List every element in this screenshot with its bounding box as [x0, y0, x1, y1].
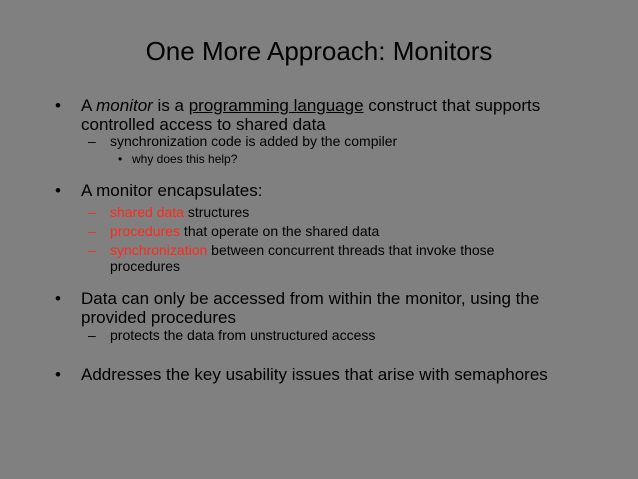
slide-title: One More Approach: Monitors: [145, 36, 493, 66]
dash-marker: –: [88, 327, 96, 343]
programming-language-link[interactable]: programming language: [188, 96, 364, 115]
bullet-2-text: A monitor encapsulates:: [81, 181, 263, 200]
bullet-2-sub-3-text: [110, 242, 560, 274]
bullet-1-mid: is a: [152, 96, 189, 115]
bullet-marker: •: [55, 181, 61, 200]
bullet-1-pre: A: [81, 96, 97, 115]
bullet-2-sub-1-text: [110, 204, 570, 220]
dash-marker: –: [88, 204, 96, 220]
dash-marker: –: [88, 133, 96, 149]
bullet-2-sub-3-rest: between concurrent threads that invoke those procedures: [110, 242, 495, 274]
bullet-3-text: Data can only be accessed from within the monitor, using the provided procedures: [81, 289, 540, 327]
bullet-2: [55, 181, 615, 201]
bullet-4: [55, 365, 625, 385]
bullet-2-sub-1-rest: structures: [183, 204, 250, 220]
bullet-1: [55, 96, 615, 136]
dash-marker: –: [88, 242, 96, 258]
procedures-term: procedures: [110, 223, 181, 239]
bullet-2-sub-2-text: [110, 223, 570, 239]
bullet-1-sub-1-text: synchronization code is added by the compiler: [110, 133, 398, 149]
bullet-3: [55, 289, 615, 329]
bullet-3-sub-1-text: protects the data from unstructured access: [110, 327, 376, 343]
bullet-marker: •: [118, 152, 123, 166]
bullet-1-subsub-1-text: why does this help?: [132, 152, 238, 166]
shared-data-term: shared data: [110, 204, 184, 220]
bullet-marker: •: [55, 289, 61, 308]
bullet-1-text: [81, 96, 581, 134]
bullet-4-text: Addresses the key usability issues that arise with semaphores: [81, 365, 548, 384]
bullet-marker: •: [55, 365, 61, 384]
synchronization-term: synchronization: [110, 242, 208, 258]
monitor-term: monitor: [96, 96, 153, 115]
bullet-marker: •: [55, 96, 61, 115]
bullet-1-post: construct that supports controlled access to shared data: [81, 96, 541, 134]
bullet-2-sub-2-rest: that operate on the shared data: [180, 223, 380, 239]
dash-marker: –: [88, 223, 96, 239]
